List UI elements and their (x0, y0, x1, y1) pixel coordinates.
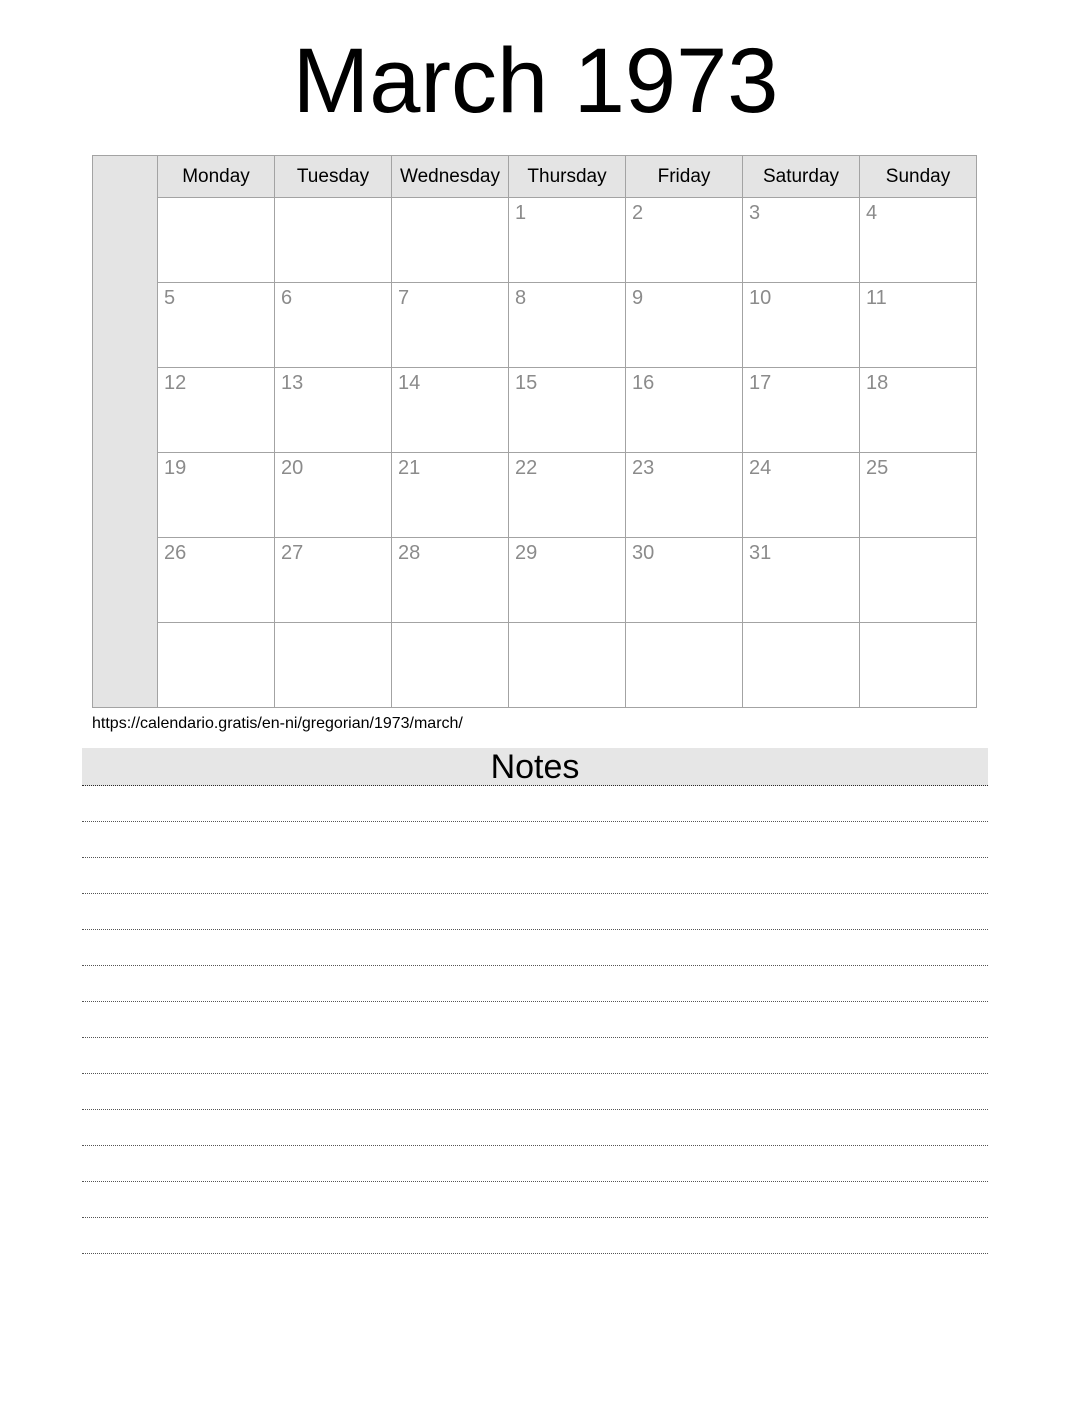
calendar-day-cell (626, 623, 743, 708)
calendar-day-cell: 30 (626, 538, 743, 623)
calendar-day-cell (158, 623, 275, 708)
calendar-day-cell: 2 (626, 198, 743, 283)
calendar-day-cell: 11 (860, 283, 977, 368)
calendar-week-row (93, 283, 977, 368)
calendar-day-cell: 6 (275, 283, 392, 368)
note-line (82, 930, 988, 966)
calendar-day-cell: 19 (158, 453, 275, 538)
weekday-header-wednesday: Wednesday (392, 156, 509, 198)
calendar-day-cell: 18 (860, 368, 977, 453)
calendar-day-cell: 17 (743, 368, 860, 453)
notes-section (82, 748, 988, 1254)
calendar-day-cell: 31 (743, 538, 860, 623)
note-line (82, 1074, 988, 1110)
weekday-header-sunday: Sunday (860, 156, 977, 198)
note-line (82, 1182, 988, 1218)
calendar-week-row (93, 538, 977, 623)
notes-lines (82, 786, 988, 1254)
note-line (82, 1038, 988, 1074)
calendar-week-row (93, 623, 977, 708)
weekday-header-row (93, 156, 977, 198)
calendar-day-cell (743, 623, 860, 708)
weekday-header-saturday: Saturday (743, 156, 860, 198)
notes-header: Notes (82, 748, 988, 786)
calendar-week-row (93, 368, 977, 453)
calendar-day-cell: 20 (275, 453, 392, 538)
weekday-header-monday: Monday (158, 156, 275, 198)
calendar-table (92, 155, 977, 708)
note-line (82, 822, 988, 858)
calendar-day-cell: 26 (158, 538, 275, 623)
calendar-day-cell: 4 (860, 198, 977, 283)
weekday-header-thursday: Thursday (509, 156, 626, 198)
calendar-left-gutter (93, 156, 158, 708)
calendar-day-cell (860, 623, 977, 708)
note-line (82, 966, 988, 1002)
note-line (82, 1218, 988, 1254)
note-line (82, 1110, 988, 1146)
calendar-week-row (93, 453, 977, 538)
page-title: March 1973 (292, 30, 779, 132)
calendar-day-cell: 12 (158, 368, 275, 453)
calendar-day-cell (509, 623, 626, 708)
note-line (82, 858, 988, 894)
note-line (82, 894, 988, 930)
weekday-header-friday: Friday (626, 156, 743, 198)
calendar-day-cell (275, 198, 392, 283)
calendar-day-cell: 8 (509, 283, 626, 368)
calendar-day-cell: 13 (275, 368, 392, 453)
calendar-week-row (93, 198, 977, 283)
calendar-day-cell: 28 (392, 538, 509, 623)
calendar-day-cell: 3 (743, 198, 860, 283)
calendar-day-cell (392, 198, 509, 283)
calendar-day-cell (392, 623, 509, 708)
calendar-day-cell: 23 (626, 453, 743, 538)
note-line (82, 1146, 988, 1182)
note-line (82, 786, 988, 822)
calendar-day-cell: 15 (509, 368, 626, 453)
note-line (82, 1002, 988, 1038)
calendar-day-cell: 25 (860, 453, 977, 538)
calendar-day-cell: 21 (392, 453, 509, 538)
calendar-day-cell: 27 (275, 538, 392, 623)
calendar-day-cell: 9 (626, 283, 743, 368)
calendar-day-cell (860, 538, 977, 623)
calendar-day-cell: 29 (509, 538, 626, 623)
calendar-day-cell (158, 198, 275, 283)
calendar-day-cell: 22 (509, 453, 626, 538)
calendar-day-cell: 14 (392, 368, 509, 453)
calendar-day-cell: 5 (158, 283, 275, 368)
calendar-day-cell: 24 (743, 453, 860, 538)
weekday-header-tuesday: Tuesday (275, 156, 392, 198)
source-url-text: https://calendario.gratis/en-ni/gregorian/1973/march/ (92, 715, 463, 732)
calendar-day-cell: 7 (392, 283, 509, 368)
calendar-day-cell: 1 (509, 198, 626, 283)
calendar-day-cell (275, 623, 392, 708)
calendar-day-cell: 16 (626, 368, 743, 453)
calendar-day-cell: 10 (743, 283, 860, 368)
